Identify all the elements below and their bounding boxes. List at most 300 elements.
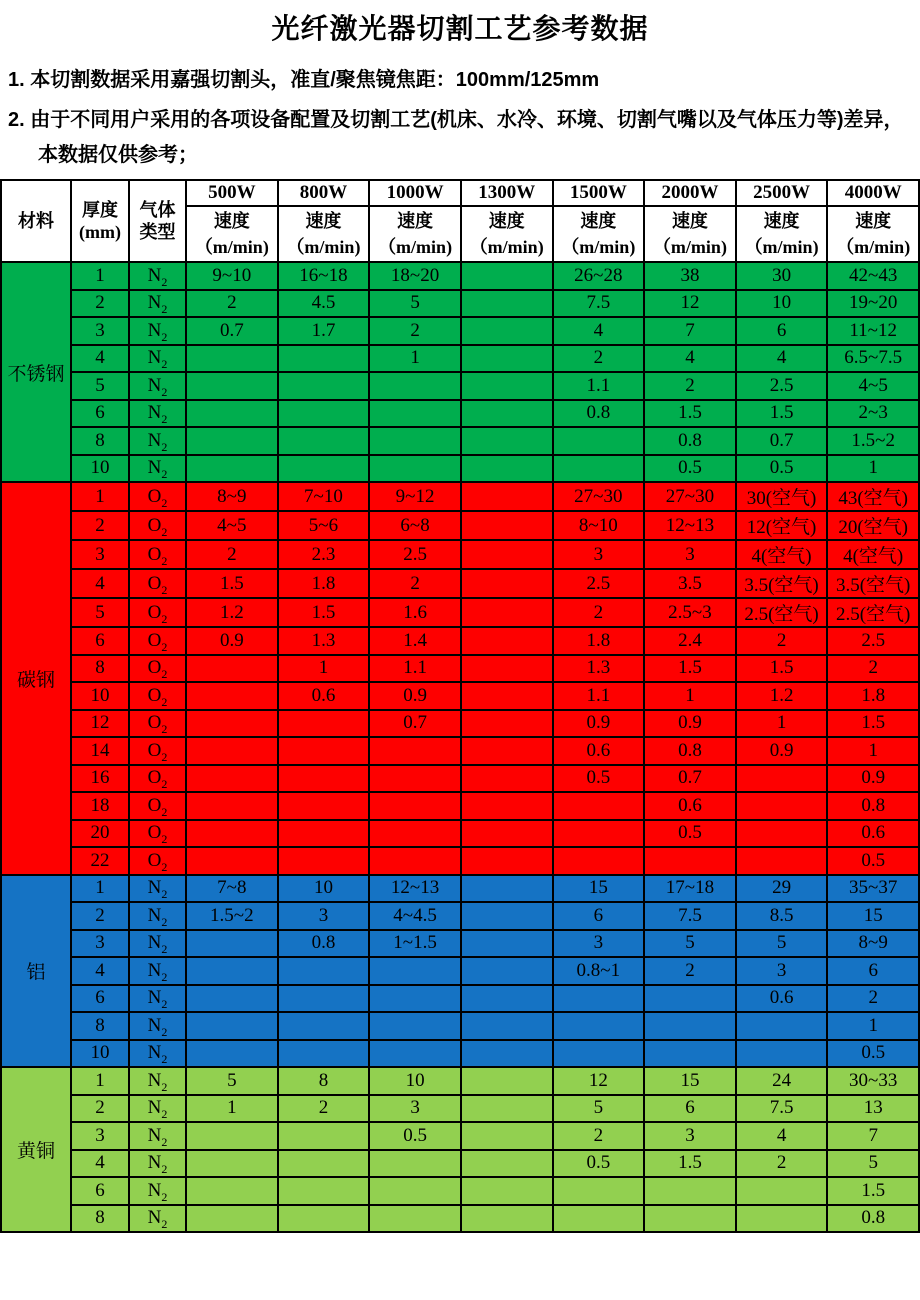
speed-cell: 42~43 [827,262,919,290]
speed-cell [278,372,370,400]
speed-cell [278,1012,370,1040]
speed-cell: 38 [644,262,736,290]
speed-cell [186,1122,278,1150]
table-row [1,400,919,428]
speed-cell: 1.5 [736,655,828,683]
header-row-powers [1,180,919,206]
speed-cell [644,847,736,875]
table-row [1,455,919,483]
speed-cell [369,1150,461,1178]
thickness-cell: 4 [71,1150,129,1178]
speed-cell [278,1122,370,1150]
table-row [1,930,919,958]
speed-cell: 6~8 [369,511,461,540]
speed-cell: 3.5(空气) [736,569,828,598]
speed-cell [461,427,553,455]
speed-cell: 1.5 [644,1150,736,1178]
table-row [1,957,919,985]
speed-cell: 0.9 [644,710,736,738]
speed-cell [186,1205,278,1233]
table-row [1,902,919,930]
speed-cell: 0.8 [553,400,645,428]
speed-cell [461,875,553,903]
speed-cell [736,792,828,820]
table-row [1,1205,919,1233]
speed-cell [186,985,278,1013]
speed-cell: 1 [369,345,461,373]
speed-cell: 6 [644,1095,736,1123]
speed-cell [461,540,553,569]
table-row [1,1067,919,1095]
thickness-cell: 4 [71,569,129,598]
gas-cell: $N_2$ [129,1177,186,1205]
speed-cell: 1.1 [369,655,461,683]
speed-cell: 3 [278,902,370,930]
speed-cell: 29 [736,875,828,903]
speed-cell: 4~5 [827,372,919,400]
speed-cell: 2 [553,598,645,627]
speed-cell [553,985,645,1013]
speed-cell: 30~33 [827,1067,919,1095]
header-speed-1000w: 速度 （m/min) [369,206,461,262]
speed-cell: 1 [736,710,828,738]
thickness-cell: 8 [71,427,129,455]
speed-cell: 1.5 [186,569,278,598]
thickness-cell: 1 [71,262,129,290]
speed-cell: 4.5 [278,290,370,318]
header-power-1000w: 1000W [369,180,461,206]
speed-cell: 5 [553,1095,645,1123]
speed-cell [461,511,553,540]
speed-cell: 2.5 [736,372,828,400]
material-label-stainless-steel: 不锈钢 [1,262,71,482]
speed-cell: 0.5 [736,455,828,483]
header-power-4000w: 4000W [827,180,919,206]
gas-cell: $N_2$ [129,1095,186,1123]
speed-cell [461,627,553,655]
speed-cell [186,1012,278,1040]
speed-cell [461,737,553,765]
speed-cell: 0.5 [553,1150,645,1178]
gas-cell: $O_2$ [129,737,186,765]
gas-cell: $N_2$ [129,1067,186,1095]
table-row [1,317,919,345]
speed-cell: 3.5 [644,569,736,598]
speed-cell: 1 [644,682,736,710]
header-power-2500w: 2500W [736,180,828,206]
speed-cell [461,317,553,345]
speed-cell: 1 [186,1095,278,1123]
thickness-cell: 16 [71,765,129,793]
header-speed-2500w: 速度 （m/min) [736,206,828,262]
speed-cell [644,1177,736,1205]
speed-cell: 1.8 [278,569,370,598]
header-speed-2000w: 速度 （m/min) [644,206,736,262]
table-row [1,765,919,793]
speed-cell: 2.5(空气) [736,598,828,627]
speed-cell: 1 [278,655,370,683]
table-row [1,1150,919,1178]
thickness-cell: 1 [71,482,129,511]
speed-cell: 2 [186,540,278,569]
speed-cell [278,957,370,985]
speed-cell [461,372,553,400]
speed-cell: 12 [553,1067,645,1095]
thickness-cell: 6 [71,1177,129,1205]
header-power-500w: 500W [186,180,278,206]
speed-cell: 8~9 [186,482,278,511]
speed-cell: 0.6 [553,737,645,765]
speed-cell: 3 [644,540,736,569]
speed-cell [461,682,553,710]
speed-cell [278,847,370,875]
speed-cell: 1.2 [186,598,278,627]
thickness-cell: 2 [71,1095,129,1123]
speed-cell: 1.5 [278,598,370,627]
speed-cell [186,1040,278,1068]
thickness-cell: 6 [71,627,129,655]
gas-cell: $O_2$ [129,569,186,598]
speed-cell [461,1177,553,1205]
speed-cell [553,820,645,848]
thickness-cell: 10 [71,455,129,483]
speed-cell [369,957,461,985]
speed-cell [736,1012,828,1040]
speed-cell: 1.5 [644,400,736,428]
gas-cell: $N_2$ [129,1012,186,1040]
speed-cell: 0.6 [278,682,370,710]
speed-cell [186,400,278,428]
speed-cell: 12 [644,290,736,318]
speed-cell: 3 [553,930,645,958]
speed-cell: 5 [644,930,736,958]
speed-cell [186,1150,278,1178]
speed-cell [461,902,553,930]
speed-cell [186,427,278,455]
speed-cell: 4~5 [186,511,278,540]
gas-cell: $N_2$ [129,1040,186,1068]
gas-cell: $O_2$ [129,820,186,848]
speed-cell: 0.9 [186,627,278,655]
gas-cell: $O_2$ [129,847,186,875]
speed-cell [553,1205,645,1233]
gas-cell: $O_2$ [129,627,186,655]
speed-cell: 4 [736,345,828,373]
speed-cell: 6 [827,957,919,985]
speed-cell: 0.5 [369,1122,461,1150]
speed-cell: 4 [736,1122,828,1150]
table-row [1,598,919,627]
table-row [1,345,919,373]
gas-cell: $O_2$ [129,682,186,710]
speed-cell: 17~18 [644,875,736,903]
speed-cell [461,1012,553,1040]
thickness-cell: 12 [71,710,129,738]
speed-cell: 15 [644,1067,736,1095]
speed-cell: 1.5 [827,710,919,738]
speed-cell: 19~20 [827,290,919,318]
gas-cell: $O_2$ [129,710,186,738]
header-power-800w: 800W [278,180,370,206]
speed-cell: 2 [186,290,278,318]
table-row [1,569,919,598]
speed-cell: 5 [736,930,828,958]
speed-cell [369,985,461,1013]
speed-cell: 2 [736,1150,828,1178]
speed-cell [186,682,278,710]
speed-cell [369,372,461,400]
gas-cell: $O_2$ [129,792,186,820]
header-power-1500w: 1500W [553,180,645,206]
speed-cell: 1.4 [369,627,461,655]
speed-cell [461,262,553,290]
speed-cell: 2 [736,627,828,655]
speed-cell: 0.8 [827,1205,919,1233]
speed-cell: 2.5~3 [644,598,736,627]
speed-cell: 3 [553,540,645,569]
notes-block [8,63,910,172]
thickness-cell: 18 [71,792,129,820]
speed-cell: 8~10 [553,511,645,540]
speed-cell: 0.6 [827,820,919,848]
table-row [1,427,919,455]
thickness-cell: 5 [71,372,129,400]
speed-cell [461,957,553,985]
speed-cell: 2.3 [278,540,370,569]
thickness-cell: 8 [71,1205,129,1233]
speed-cell [186,957,278,985]
speed-cell [461,290,553,318]
speed-cell [644,985,736,1013]
gas-cell: $N_2$ [129,1122,186,1150]
note-2: 2. 由于不同用户采用的各项设备配置及切割工艺(机床、水冷、环境、切割气嘴以及气体压力等)差异，本数据仅供参考； [8,109,904,166]
speed-cell: 4~4.5 [369,902,461,930]
speed-cell: 8 [278,1067,370,1095]
header-speed-1500w: 速度 （m/min) [553,206,645,262]
speed-cell: 1 [827,455,919,483]
thickness-cell: 10 [71,682,129,710]
speed-cell [461,847,553,875]
speed-cell [461,345,553,373]
speed-cell: 0.7 [644,765,736,793]
thickness-cell: 14 [71,737,129,765]
speed-cell [736,1177,828,1205]
table-row [1,1122,919,1150]
speed-cell: 0.7 [369,710,461,738]
gas-cell: $O_2$ [129,482,186,511]
table-row [1,540,919,569]
speed-cell [278,710,370,738]
speed-cell [461,455,553,483]
speed-cell: 6 [736,317,828,345]
speed-cell [461,820,553,848]
speed-cell [369,1040,461,1068]
speed-cell [553,1040,645,1068]
speed-cell [461,569,553,598]
speed-cell [369,1205,461,1233]
speed-cell [278,765,370,793]
speed-cell: 2 [644,957,736,985]
speed-cell: 27~30 [644,482,736,511]
thickness-cell: 8 [71,1012,129,1040]
cutting-data-table [0,179,920,1233]
header-material-cell: 材料 [1,180,71,262]
gas-cell: $N_2$ [129,930,186,958]
speed-cell: 1.1 [553,682,645,710]
speed-cell: 2~3 [827,400,919,428]
speed-cell: 1.7 [278,317,370,345]
table-row [1,820,919,848]
speed-cell: 1.6 [369,598,461,627]
speed-cell: 8.5 [736,902,828,930]
speed-cell [644,1040,736,1068]
speed-cell: 9~12 [369,482,461,511]
speed-cell [461,1067,553,1095]
speed-cell [369,455,461,483]
speed-cell: 7.5 [644,902,736,930]
speed-cell: 7~10 [278,482,370,511]
gas-cell: $N_2$ [129,317,186,345]
thickness-cell: 22 [71,847,129,875]
gas-cell: $O_2$ [129,655,186,683]
gas-cell: $N_2$ [129,455,186,483]
speed-cell [186,930,278,958]
speed-cell: 1.1 [553,372,645,400]
speed-cell: 2.5 [369,540,461,569]
table-row [1,682,919,710]
speed-cell: 3 [369,1095,461,1123]
speed-cell: 43(空气) [827,482,919,511]
speed-cell [278,820,370,848]
speed-cell: 24 [736,1067,828,1095]
speed-cell: 4(空气) [736,540,828,569]
material-label-aluminum: 铝 [1,875,71,1068]
speed-cell [369,792,461,820]
speed-cell [369,847,461,875]
speed-cell: 30 [736,262,828,290]
page-title: 光纤激光器切割工艺参考数据 [271,13,649,44]
gas-cell: $N_2$ [129,345,186,373]
speed-cell: 1.5~2 [186,902,278,930]
speed-cell [461,1040,553,1068]
table-row [1,1177,919,1205]
header-power-2000w: 2000W [644,180,736,206]
gas-cell: $N_2$ [129,400,186,428]
speed-cell: 0.8 [644,737,736,765]
speed-cell: 1.3 [278,627,370,655]
speed-cell [186,710,278,738]
speed-cell: 3 [736,957,828,985]
speed-cell [186,737,278,765]
speed-cell: 12~13 [369,875,461,903]
speed-cell: 0.9 [736,737,828,765]
speed-cell: 1.8 [553,627,645,655]
table-body [1,262,919,1232]
speed-cell: 1.3 [553,655,645,683]
speed-cell: 10 [736,290,828,318]
speed-cell: 3 [644,1122,736,1150]
note-1: 1. 本切割数据采用嘉强切割头，准直/聚焦镜焦距：100mm/125mm [8,69,600,91]
speed-cell [278,1150,370,1178]
speed-cell [186,765,278,793]
gas-cell: $N_2$ [129,985,186,1013]
thickness-cell: 2 [71,902,129,930]
speed-cell [278,1205,370,1233]
speed-cell: 0.7 [186,317,278,345]
speed-cell [278,1177,370,1205]
gas-cell: $N_2$ [129,1150,186,1178]
gas-cell: $N_2$ [129,1205,186,1233]
speed-cell: 4(空气) [827,540,919,569]
speed-cell [186,345,278,373]
thickness-cell: 8 [71,655,129,683]
speed-cell [369,1177,461,1205]
speed-cell: 1 [827,1012,919,1040]
header-gas-type-cell: 气体 类型 [129,180,186,262]
speed-cell: 2 [369,317,461,345]
speed-cell: 0.9 [827,765,919,793]
speed-cell [369,820,461,848]
gas-cell: $N_2$ [129,902,186,930]
speed-cell: 7 [827,1122,919,1150]
speed-cell [553,1012,645,1040]
header-speed-4000w: 速度 （m/min) [827,206,919,262]
speed-cell: 35~37 [827,875,919,903]
thickness-cell: 3 [71,930,129,958]
speed-cell: 2 [644,372,736,400]
speed-cell: 5~6 [278,511,370,540]
speed-cell: 0.5 [827,1040,919,1068]
thickness-cell: 4 [71,957,129,985]
speed-cell: 0.5 [644,820,736,848]
gas-cell: $N_2$ [129,875,186,903]
speed-cell [553,1177,645,1205]
thickness-cell: 1 [71,1067,129,1095]
table-row [1,1040,919,1068]
speed-cell [461,1150,553,1178]
speed-cell [461,1205,553,1233]
speed-cell [186,1177,278,1205]
speed-cell: 7.5 [553,290,645,318]
table-row [1,655,919,683]
speed-cell: 7.5 [736,1095,828,1123]
speed-cell [369,737,461,765]
speed-cell [461,482,553,511]
speed-cell [278,1040,370,1068]
speed-cell: 30(空气) [736,482,828,511]
table-row [1,1095,919,1123]
speed-cell [461,710,553,738]
table-row [1,710,919,738]
speed-cell [278,427,370,455]
thickness-cell: 5 [71,598,129,627]
speed-cell [461,930,553,958]
speed-cell: 1.5~2 [827,427,919,455]
speed-cell [278,737,370,765]
speed-cell [369,400,461,428]
table-row [1,511,919,540]
speed-cell: 2 [278,1095,370,1123]
speed-cell: 10 [369,1067,461,1095]
speed-cell [461,792,553,820]
speed-cell: 1 [827,737,919,765]
speed-cell: 4 [644,345,736,373]
gas-cell: $N_2$ [129,957,186,985]
gas-cell: $O_2$ [129,598,186,627]
thickness-cell: 6 [71,400,129,428]
speed-cell [186,372,278,400]
speed-cell [186,655,278,683]
